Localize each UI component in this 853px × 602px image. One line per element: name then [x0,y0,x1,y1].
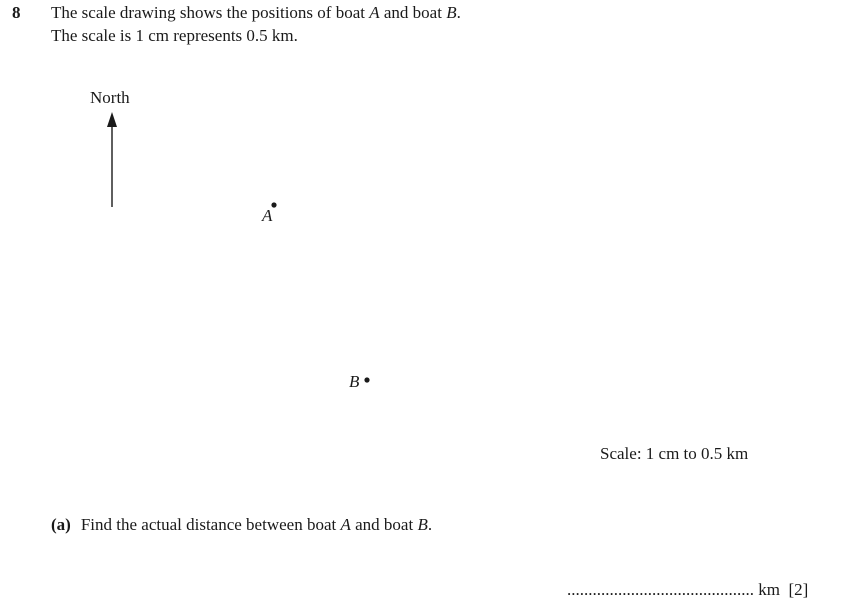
answer-line[interactable] [567,580,808,600]
answer-unit: km [758,580,780,599]
scale-label: Scale: 1 cm to 0.5 km [600,444,749,463]
part-a-boat-a: A [340,515,351,534]
north-arrow-head [107,112,117,127]
question-text-line2: The scale is 1 cm represents 0.5 km. [51,26,298,45]
question-text-mid: and boat [379,3,447,22]
question-number: 8 [12,3,21,22]
part-a-label: (a) [51,515,71,534]
question-boat-b: B [446,3,457,22]
point-b-label: B [349,372,360,391]
point-a-label: A [262,206,273,225]
question-boat-a: A [369,3,380,22]
part-a-text-mid: and boat [350,515,418,534]
part-a-question [51,515,432,535]
north-label: North [90,88,130,107]
answer-marks: [2] [788,580,809,599]
question-text-pre: The scale drawing shows the positions of boat [51,3,370,22]
answer-dots[interactable]: ............................................ [567,580,754,599]
part-a-text-pre: Find the actual distance between boat [80,515,341,534]
part-a-text-post: . [427,515,433,534]
point-b-dot [364,377,369,382]
question-text-post: . [456,3,461,22]
part-a-boat-b: B [417,515,428,534]
